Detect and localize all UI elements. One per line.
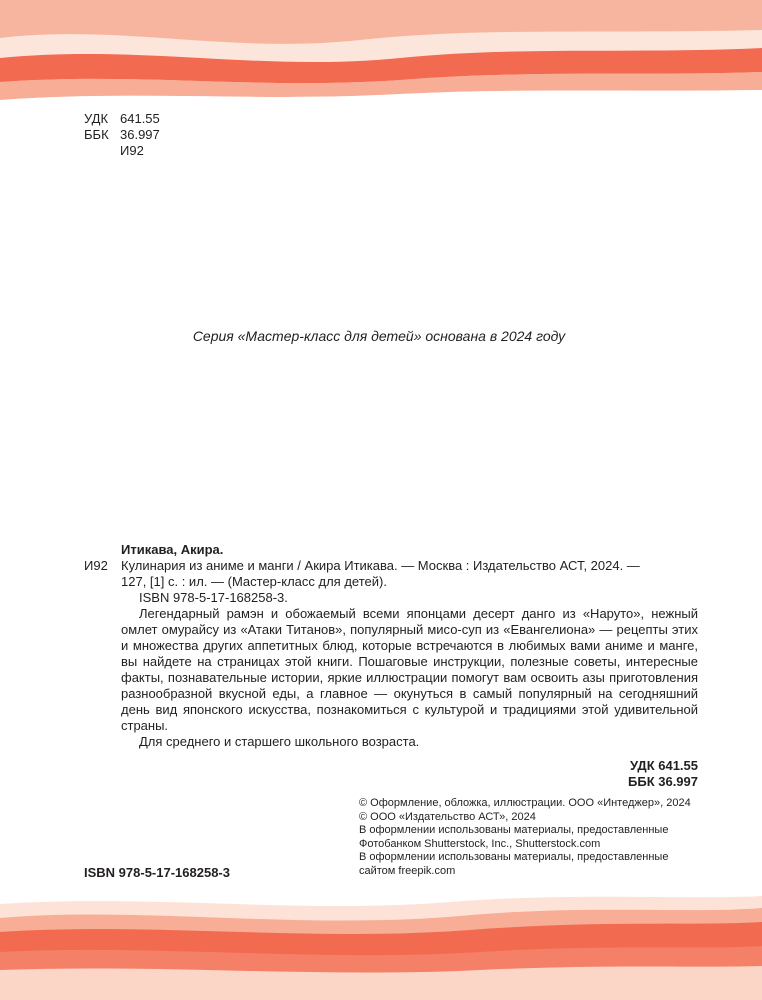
bottom-wave-decoration [0,892,762,1000]
bbk-label: ББК [84,127,109,142]
author-mark-row [84,143,160,159]
record-description: Легендарный рамэн и обожаемый всеми японцами десерт данго из «Наруто», нежный омлет омурайсу из «Атаки Титанов», популярный мисо-суп из «Евангелиона» — рецепты этих и множества других аппетитных блюд, которые встречаются в любимых вами аниме и манге, вы найдете на страницах этой книги. Пошаговые инструкции, полезные советы, интересные факты, познавательные истории, яркие иллюстрации помогут вам освоить азы приготовления разнообразной вкусной еды, а главное — окунуться в самый популярный на сегодняшний день вид японского искусства, познакомиться с культурой и традициями этой удивительной страны. [121,606,698,733]
record-audience: Для среднего и старшего школьного возраста. [139,734,420,749]
isbn-footer: ISBN 978-5-17-168258-3 [84,865,230,880]
record-code: И92 [84,558,108,573]
copyright-line: В оформлении использованы материалы, предоставленные Фотобанком Shutterstock, Inc., Shutterstock.com [359,824,669,850]
copyright-line: В оформлении использованы материалы, предоставленные сайтом freepik.com [359,851,669,877]
record-isbn: ISBN 978-5-17-168258-3. [139,590,288,605]
record-bbk: ББК 36.997 [628,774,698,789]
record-udk: УДК 641.55 [630,758,698,773]
series-note: Серия «Мастер-класс для детей» основана в 2024 году [192,328,566,344]
copyright-line: © Оформление, обложка, иллюстрации. ООО «Интеджер», 2024 [359,797,691,809]
record-classification [84,758,698,790]
copyright-line: © ООО «Издательство АСТ», 2024 [359,810,536,823]
catalog-codes [84,111,160,159]
udk-row [84,111,160,127]
author-mark: И92 [120,143,144,158]
record-title-entry [84,558,698,574]
top-wave-decoration [0,0,762,110]
bbk-row [84,127,160,143]
bbk-value: 36.997 [120,127,160,142]
bibliographic-record [84,542,698,790]
udk-value: 641.55 [120,111,160,126]
record-title-line: Кулинария из аниме и манги / Акира Итикава. — Москва : Издательство АСТ, 2024. — [121,558,640,573]
udk-label: УДК [84,111,109,126]
record-author: Итикава, Акира. [121,542,224,557]
record-pages: 127, [1] с. : ил. — (Мастер-класс для детей). [121,574,387,589]
copyright-block [359,797,699,878]
